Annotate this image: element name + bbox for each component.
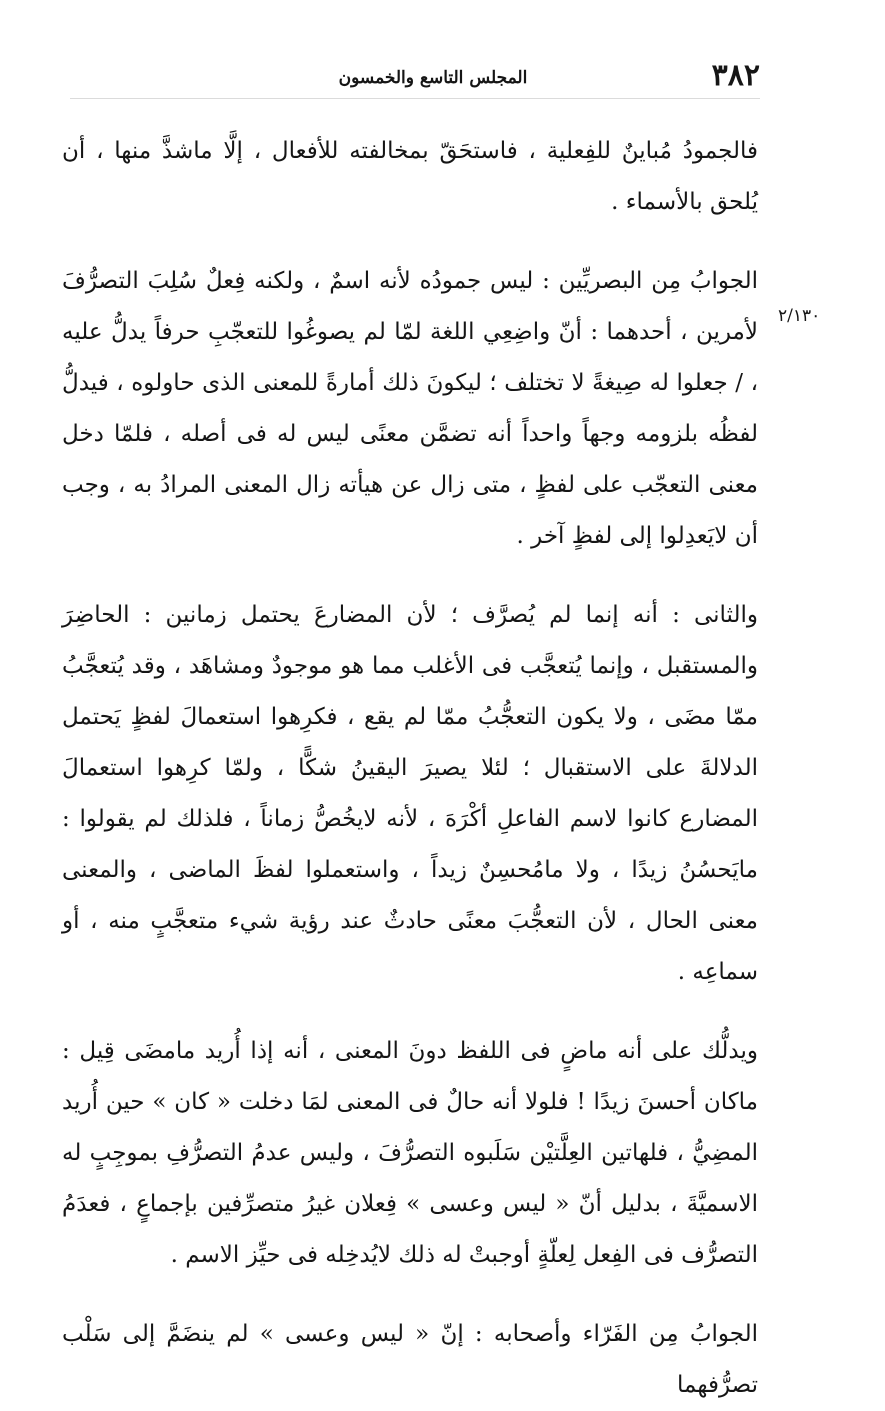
margin-reference: ٢/١٣٠ <box>778 306 821 326</box>
page-header <box>60 56 760 96</box>
paragraph-3: والثانى : أنه إنما لم يُصرَّف ؛ لأن المضارعَ يحتمل زمانين : الحاضِرَ والمستقبل ، وإنما يُتعجَّب فى الأغلب مما هو موجودٌ ومشاهَد ، وقد يُتعجَّبُ ممّا مضَى ، ولا يكون التعجُّبُ ممّا لم يقع ، فكرِهوا استعمالَ لفظٍ يَحتمل الدلالةَ على الاستقبال ؛ لئلا يصيرَ اليقينُ شكًّا ، ولمّا كرِهوا استعمالَ المضارع كانوا لاسم الفاعلِ أكْرَهَ ، لأنه لايخُصُّ زماناً ، فلذلك لم يقولوا : مايَحسُنُ زيدًا ، ولا مامُحسِنٌ زيداً ، واستعملوا لفظَ الماضى ، والمعنى معنى الحال ، لأن التعجُّبَ معنًى حادثٌ عند رؤية شيء متعجَّبٍ منه ، أو سماعِه . <box>62 602 758 985</box>
page-number: ٣٨٢ <box>711 58 760 93</box>
paragraph-1: فالجمودُ مُباينٌ للفِعلية ، فاستحَقّ بمخالفته للأفعال ، إلَّا ماشذَّ منها ، أن يُلحق بالأسماء . <box>62 138 758 215</box>
running-title: المجلس التاسع والخمسون <box>338 68 528 88</box>
header-divider <box>70 98 760 99</box>
paragraph-4: ويدلُّك على أنه ماضٍ فى اللفظ دونَ المعنى ، أنه إذا أُريد مامضَى قِيل : ماكان أحسنَ زيدًا ! فلولا أنه حالٌ فى المعنى لمَا دخلت « كان » حين أُريد المضِيُّ ، فلهاتين العِلَّتيْن سَلَبوه التصرُّفَ ، وليس عدمُ التصرُّفِ بموجِبٍ له الاسميَّةَ ، بدليل أنّ « ليس وعسى » فِعلان غيرُ متصرِّفين بإجماعٍ ، فعدَمُ التصرُّف فى الفِعل لِعلّةٍ أوجبتْ له ذلك لايُدخِله فى حيِّز الاسم . <box>62 1038 758 1268</box>
paragraph-2: الجوابُ مِن البصريِّين : ليس جمودُه لأنه اسمٌ ، ولكنه فِعلٌ سُلِبَ التصرُّفَ لأمرين ، أحدهما : أنّ واضِعِي اللغة لمّا لم يصوغُوا للتعجّبِ حرفاً يدلُّ عليه ، / جعلوا له صِيغةً لا تختلف ؛ ليكونَ ذلك أمارةً للمعنى الذى حاولوه ، فيدلُّ لفظُه بلزومه وجهاً واحداً أنه تضمَّن معنًى ليس له فى أصله ، فلمّا دخل معنى التعجّب على لفظٍ ، متى زال عن هيأته زال المعنى المرادُ به ، وجب أن لايَعدِلوا إلى لفظٍ آخر . <box>62 268 758 549</box>
body-text <box>62 126 758 1411</box>
paragraph-5: الجوابُ مِن الفَرّاء وأصحابه : إنّ « ليس وعسى » لم ينضَمَّ إلى سَلْب تصرُّفهما <box>62 1321 758 1398</box>
